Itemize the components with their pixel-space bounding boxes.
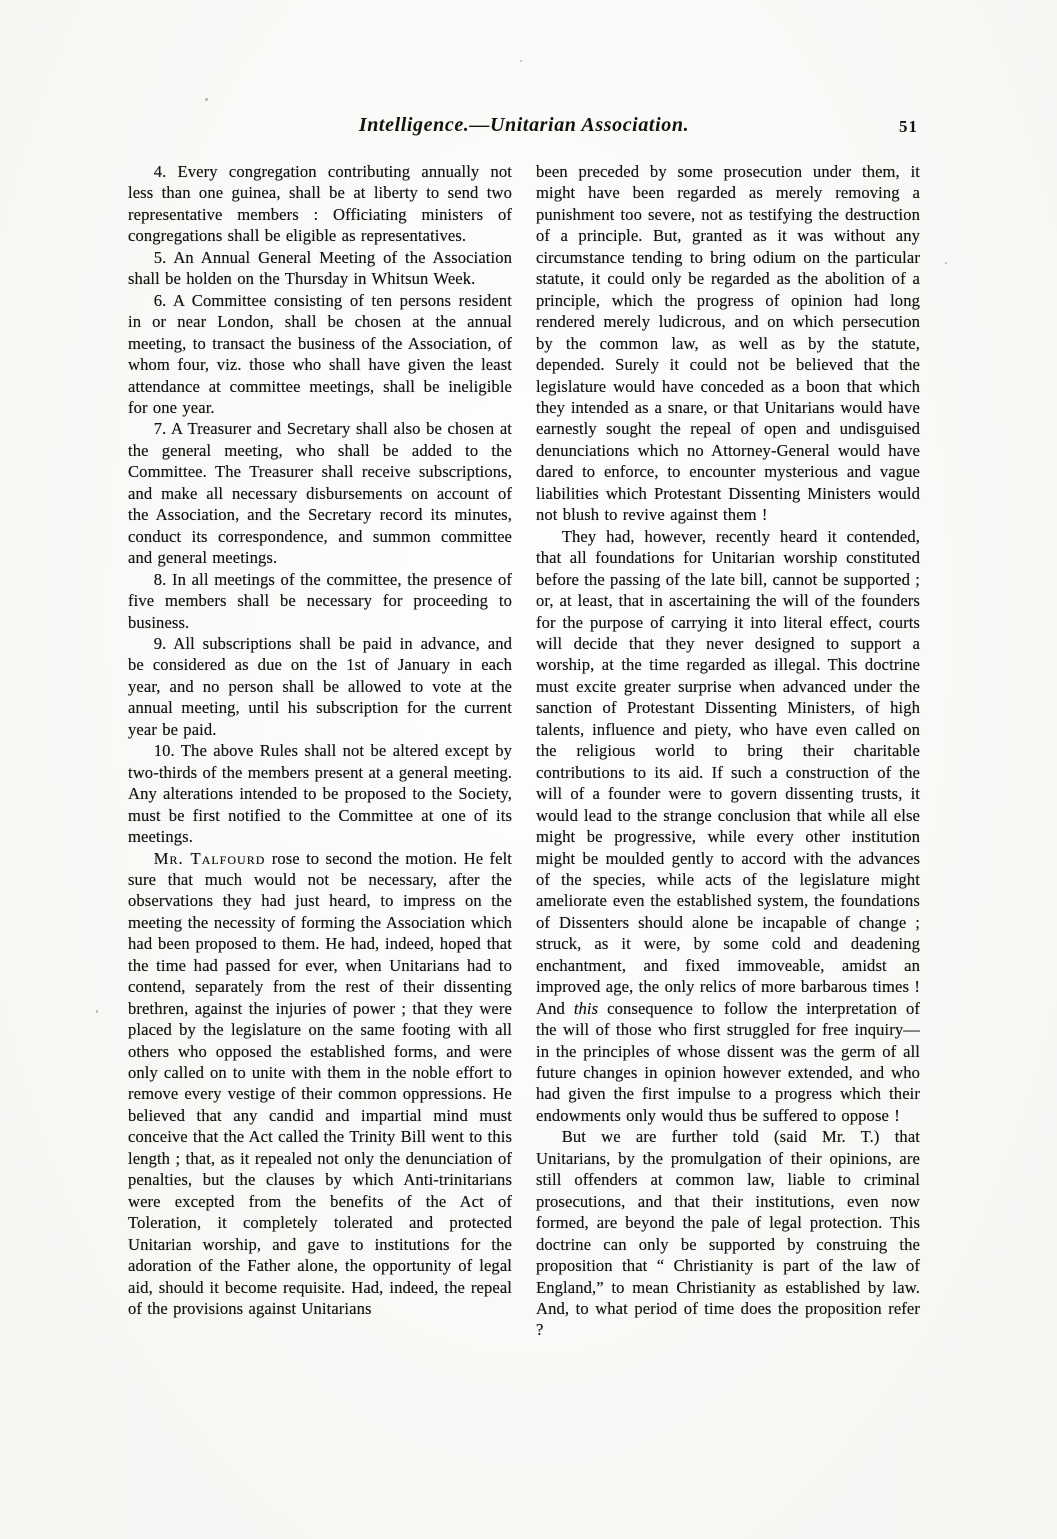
page-header <box>128 114 920 148</box>
body-text: rose to second the motion. He felt sure that much would not be necessary, after the observations they had just heard, to impress on the meeting the necessity of forming the Association which had been proposed to them. He had, indeed, hoped that the time had passed for ever, when Unitarians had to contend, separately from the rest of their dissenting brethren, against the injuries of power ; that they were placed by the legislature on the same footing with all others who opposed the established forms, and were only called on to unite with them in the noble effort to remove every vestige of their common oppressions. He believed that any candid and impartial mind must conceive that the Act called the Trinity Bill went to this length ; that, as it repealed not only the denunciation of penalties, but the clauses by which Anti-trinitarians were excepted from the benefits of the Act of Toleration, it completely tolerated and protected Unitarian worship, and gave to institutions for the adoration of the Father alone, the opportunity of legal aid, should it become requisite. Had, indeed, the repeal of the provisions against Unitarians <box>128 848 513 1319</box>
body-text: They had, however, recently heard it contended, that all foundations for Unitarian worship constituted before the passing of the late bill, cannot be supported ; or, at least, that in ascertaining the will of the founders for the purpose of carrying it into literal effect, courts will decide that they never designed to support a worship, at the time regarded as illegal. This doctrine must excite greater surprise when advanced under the sanction of Protestant Dissenting Ministers, of high talents, influence and piety, who have even called on the religious world to bring their charitable contributions to its aid. If such a construction of the will of a founder were to govern dissenting trusts, it would lead to the strange conclusion that while all else might be progressive, while every other institution might be moulded gently to accord with the advances of the species, while acts of the legislature might ameliorate even the established system, the foundations of Dissenters should alone be incapable of change ; struck, as it were, by some cold and deadening enchantment, and fixed immoveable, amidst an improved age, the only relics of more barbarous times ! And <box>536 526 920 1018</box>
paragraph <box>128 161 512 247</box>
text-columns <box>128 161 920 1341</box>
paragraph <box>536 1126 920 1341</box>
body-text: 4. Every congregation contributing annually not less than one guinea, shall be at liberty to send two representative members : Officiating ministers of congregations shall be eligible as representatives. <box>128 162 512 246</box>
paragraph <box>536 161 920 526</box>
body-text: 9. All subscriptions shall be paid in advance, and be considered as due on the 1st of January in each year, and no person shall be allowed to vote at the annual meeting, until his subscription for the current year be paid. <box>128 633 512 739</box>
running-title: Intelligence.—Unitarian Association. <box>358 114 690 136</box>
paragraph <box>536 526 920 1127</box>
body-text: 7. A Treasurer and Secretary shall also be chosen at the general meeting, who shall be added to the Committee. The Treasurer shall receive subscriptions, and make all necessary disbursements on account of the Association, and the Secretary record its minutes, conduct its correspondence, and summon committee and general meetings. <box>128 419 512 568</box>
scan-speck <box>945 262 947 264</box>
paragraph <box>128 290 512 419</box>
body-text: 10. The above Rules shall not be altered except by two-thirds of the members present at a general meeting. Any alterations intended to be proposed to the Society, must be first notified to the Committee at one of its meetings. <box>128 741 512 847</box>
body-text: 5. An Annual General Meeting of the Association shall be holden on the Thursday in Whitsun Week. <box>128 247 512 289</box>
paragraph <box>128 418 512 568</box>
paragraph <box>128 569 512 633</box>
body-text: But we are further told (said Mr. T.) that Unitarians, by the promulgation of their opinions, are still offenders at common law, liable to criminal prosecutions, and that their institutions, even now formed, are beyond the pale of legal protection. This doctrine can only be supported by construing the proposition that “ Christianity is part of the law of England,” to mean Christianity as established by law. And, to what period of time does the proposition refer ? <box>536 1127 920 1340</box>
scan-speck <box>520 60 522 62</box>
paragraph <box>128 740 512 847</box>
paragraph <box>128 848 512 1320</box>
paragraph <box>128 247 512 290</box>
right-column <box>536 161 920 1341</box>
body-text: been preceded by some prosecution under them, it might have been regarded as merely removing a punishment too severe, not as testifying the destruction of a principle. But, granted as it was without any circumstance tending to bring odium on the particular statute, it could only be regarded as the abolition of a principle, which the progress of opinion had long rendered merely ludicrous, and on which persecution by the common law, as well as by the statute, depended. Surely it could not be believed that the legislature would have conceded as a boon that which they intended as a snare, or that Unitarians would have earnestly sought the repeal of open and undisguised denunciations which no Attorney-General would have dared to enforce, to encounter mysterious and vague liabilities which Protestant Dissenting Ministers would not blush to revive against them ! <box>536 162 920 525</box>
paragraph <box>128 633 512 740</box>
scan-speck <box>205 98 208 101</box>
page-number: 51 <box>899 117 918 136</box>
left-column <box>128 161 512 1341</box>
body-text: 6. A Committee consisting of ten persons resident in or near London, shall be chosen at the annual meeting, to transact the business of the Association, of whom four, viz. those who shall have given the least attendance at committee meetings, shall be ineligible for one year. <box>128 290 512 417</box>
italic-text: this <box>573 998 599 1018</box>
body-text: consequence to follow the interpretation of the will of those who first struggled for free inquiry—in the principles of whose dissent was the germ of all future changes in opinion however extended, and who had given the first impulse to a progress which their endowments only would thus be suffered to oppose ! <box>536 998 921 1125</box>
body-text: 8. In all meetings of the committee, the presence of five members shall be necessary for proceeding to business. <box>128 569 512 632</box>
smallcaps-text: Mr. Talfourd <box>153 848 266 868</box>
scan-speck <box>96 1010 98 1013</box>
